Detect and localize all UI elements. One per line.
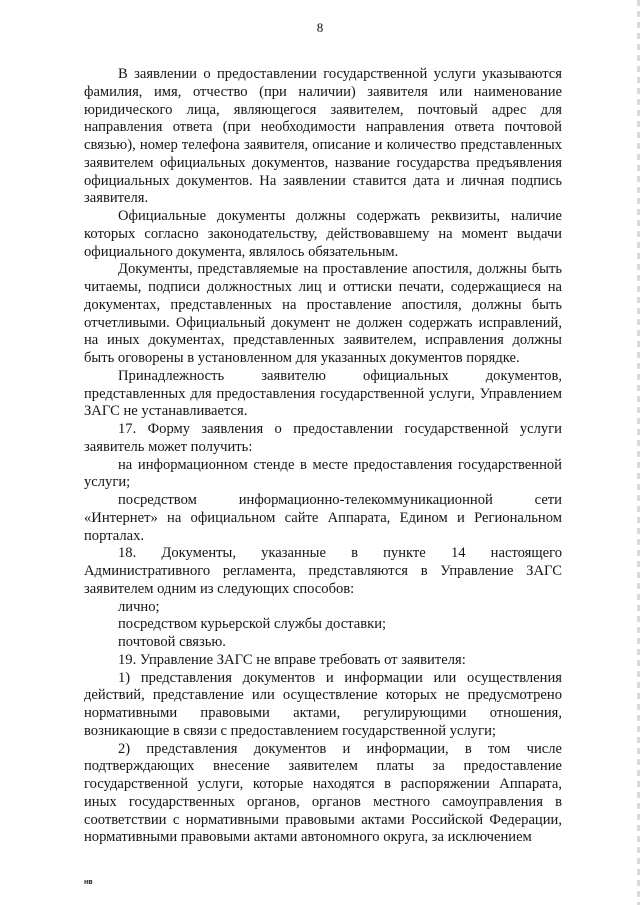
paragraph-17-form: 17. Форму заявления о предоставлении государственной услуги заявитель может получить: [84,421,562,455]
list-item-prohibition-2: 2) представления документов и информации, в том числе подтверждающих внесение заявителем платы за предоставление государственной услуги, которые находятся в распоряжении Аппарата, иных государственных органов, органов местного самоуправления в соответствии с нормативными правовыми актами Российской Федерации, нормативными правовыми актами автономного округа, за исключением [84,740,562,846]
paragraph-readable-documents: Документы, представляемые на проставление апостиля, должны быть читаемы, подписи должностных лиц и оттиски печати, содержащиеся на документах, представленных на проставление апостиля, должны быть отчетливыми. Официальный документ не должен содержать исправлений, на иных документах, представленных заявителем, исправления должны быть оговорены в установленном для указанных документов порядке. [84,261,562,366]
list-item-in-person: лично; [118,598,160,615]
paragraph-ownership: Принадлежность заявителю официальных документов, представленных для предоставления государственной услуги, Управлением ЗАГС не устанавливается. [84,367,562,420]
list-item-internet: посредством информационно-телекоммуникационной сети «Интернет» на официальном сайте Аппарата, Едином и Региональном порталах. [84,492,562,544]
page-number: 8 [316,20,324,35]
list-item-info-stand: на информационном стенде в месте предоставления государственной услуги; [84,456,562,491]
footer-initials: нв [84,879,93,886]
list-item-prohibition-1: 1) представления документов и информации или осуществления действий, представление или осуществление которых не предусмотрено нормативными правовыми актами, регулирующими отношения, возникающие в связи с предоставлением государственной услуги; [84,669,562,739]
list-item-courier: посредством курьерской службы доставки; [118,616,387,633]
list-item-post: почтовой связью. [118,634,226,650]
document-body [84,66,562,847]
paragraph-18-submission: 18. Документы, указанные в пункте 14 настоящего Административного регламента, представляются в Управление ЗАГС заявителем одним из следующих способов: [84,545,562,597]
paragraph-official-requisites: Официальные документы должны содержать реквизиты, наличие которых согласно законодательству, действовавшему на момент выдачи официального документа, являлось обязательным. [84,208,562,260]
paragraph-19-prohibitions: 19. Управление ЗАГС не вправе требовать от заявителя: [118,651,466,668]
paragraph-application-contents: В заявлении о предоставлении государственной услуги указываются фамилия, имя, отчество (при наличии) заявителя или наименование юридического лица, являющегося заявителем, почтовый адрес для направления ответа (при необходимости направления ответа почтовой связью), номер телефона заявителя, описание и количество представленных заявителем официальных документов, название государства предъявления официальных документов. На заявлении ставится дата и личная подпись заявителя. [84,66,562,207]
